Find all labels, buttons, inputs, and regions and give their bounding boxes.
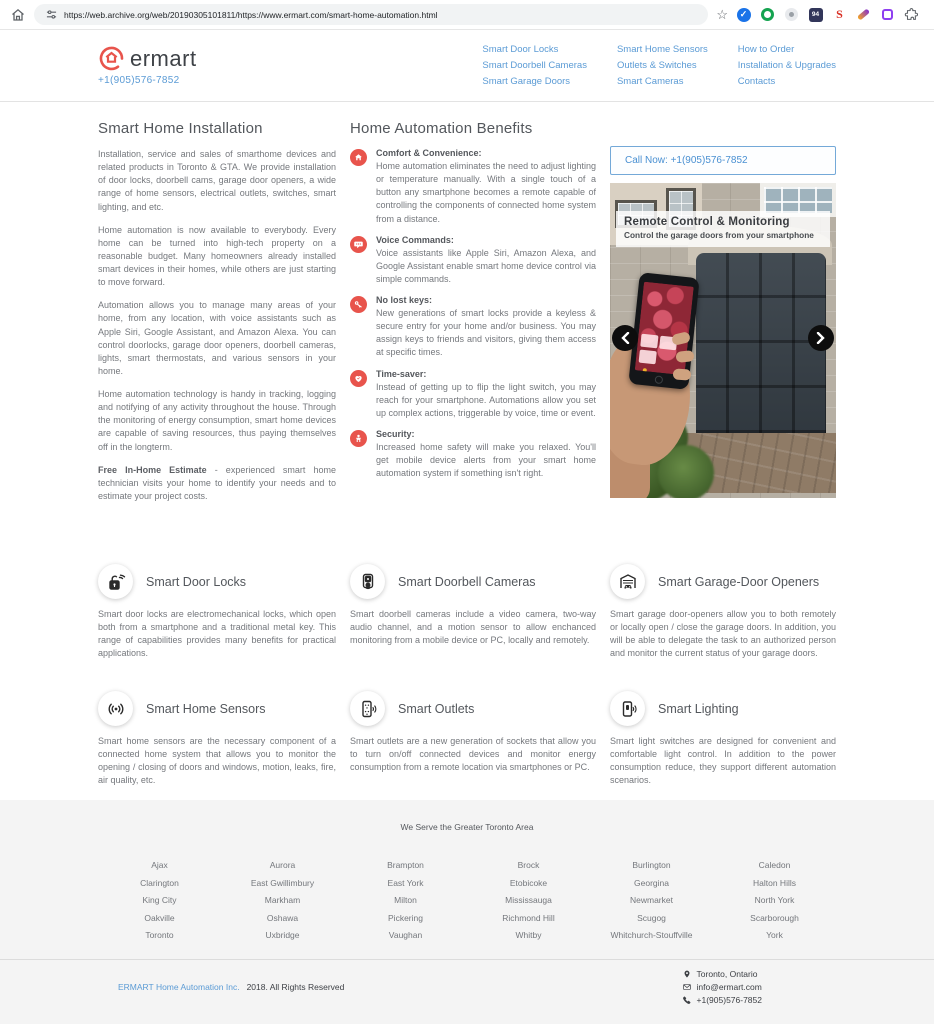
home-icon: [350, 149, 367, 166]
nav-smart-garage-doors[interactable]: Smart Garage Doors: [482, 75, 571, 87]
nav-how-to-order[interactable]: How to Order: [737, 43, 795, 55]
nav-smart-home-sensors[interactable]: Smart Home Sensors: [616, 43, 708, 55]
service-card-garage-openers: [610, 556, 836, 673]
intro-paragraph: Installation, service and sales of smarthome devices and related products in Toronto & GTA. We provide installation of door locks, doorbell cams, garage door openers, a wide range of home sensors, electrical outlets, switches, smart lighting, and etc.: [98, 149, 336, 212]
slide-caption: [616, 211, 830, 247]
footer-email: info@ermart.com: [683, 981, 762, 994]
service-card-door-locks: [98, 556, 336, 673]
nav-installation-upgrades[interactable]: Installation & Upgrades: [737, 59, 836, 71]
hand-graphic: [675, 350, 694, 363]
benefit-item: [350, 369, 596, 420]
service-area-title: We Serve the Greater Toronto Area: [400, 822, 534, 832]
nav-smart-door-locks[interactable]: Smart Door Locks: [482, 43, 559, 55]
city: Newmarket: [630, 895, 673, 905]
ermart-at-house-logo-icon: [98, 45, 125, 72]
garage-car-icon: [610, 564, 645, 599]
service-card-text: Smart door locks are electromechanical locks, which open both from a smartphone and a traditional metal key. This range of capabilities provides many benefits for practical applications.: [98, 609, 336, 659]
benefit-title: Comfort & Convenience:: [376, 148, 482, 158]
intro-paragraph: Home automation is now available to everybody. Every home can be turned into high-tech property on a reasonable budget. Many homeowners already installed smart devices in their homes, while others are just starting to move forward.: [98, 224, 336, 288]
city: Mississauga: [505, 895, 552, 905]
footer-location: Toronto, Ontario: [683, 968, 762, 981]
service-card-text: Smart doorbell cameras include a video camera, two-way audio channel, and a motion sensor to allow enchanced monitoring from a mobile device or PC, locally and remotely.: [350, 609, 596, 646]
logo[interactable]: [98, 45, 197, 72]
city: East York: [387, 877, 424, 888]
extensions-row: [736, 7, 924, 22]
city: Oshawa: [266, 912, 299, 923]
city: Caledon: [758, 860, 791, 870]
city: Pickering: [388, 912, 423, 923]
benefit-title: Voice Commands:: [376, 234, 454, 245]
lock-icon: [98, 564, 133, 599]
city: Uxbridge: [265, 930, 300, 940]
nav-contacts[interactable]: Contacts: [737, 75, 776, 87]
service-card-text: Smart light switches are designed for convenient and comfortable light control. In addition to the power consumption reduce, they support different automation scenarios.: [610, 736, 836, 786]
blue-check-extension-icon[interactable]: ✓: [736, 7, 751, 22]
intro-title: Smart Home Installation: [98, 120, 263, 137]
city: Clarington: [140, 877, 179, 888]
service-area-section: [0, 800, 934, 1024]
sidebar: [610, 112, 836, 552]
envelope-icon: [683, 983, 691, 991]
benefit-item: [350, 235, 596, 286]
header-phone-link[interactable]: +1(905)576-7852: [98, 75, 180, 86]
extensions-puzzle-icon[interactable]: [904, 8, 918, 22]
city: Vaughan: [388, 930, 423, 940]
service-card-doorbell-cameras: [350, 556, 596, 673]
city-column: [344, 857, 467, 945]
city: Brock: [517, 860, 540, 870]
carousel-prev-button[interactable]: [612, 325, 638, 351]
benefit-title: Security:: [376, 428, 415, 439]
light-switch-icon: [610, 691, 645, 726]
service-card-text: Smart home sensors are the necessary component of a connected home system that allows you to monitor the opening / closing of doors and windows, motion, leaks, fire, air quality, etc.: [98, 736, 336, 786]
benefit-item: [350, 295, 596, 360]
site-settings-icon[interactable]: [46, 9, 57, 20]
benefit-title: No lost keys:: [376, 295, 433, 305]
city: Toronto: [145, 930, 174, 940]
slide-subtitle: Control the garage doors from your smartphone: [624, 230, 814, 240]
city: North York: [754, 895, 795, 905]
service-card-title: Smart Outlets: [398, 701, 475, 716]
footer-contacts: [683, 968, 762, 1007]
city: King City: [142, 895, 177, 905]
rights-text: 2018. All Rights Reserved: [246, 981, 345, 992]
service-card-title: Smart Home Sensors: [146, 701, 266, 716]
benefit-item: [350, 429, 596, 480]
brand: [98, 45, 197, 86]
city-column: [467, 857, 590, 945]
green-ring-extension-icon[interactable]: [760, 7, 775, 22]
broadcast-icon: [98, 691, 133, 726]
city: Brampton: [387, 860, 424, 870]
service-card-title: Smart Door Locks: [146, 574, 247, 589]
city: Richmond Hill: [502, 912, 555, 923]
city: Georgina: [634, 877, 669, 888]
city: Whitby: [515, 930, 542, 940]
doorbell-camera-icon: [350, 564, 385, 599]
badge-94-extension-icon[interactable]: 94: [808, 7, 823, 22]
heart-icon: [350, 370, 367, 387]
city: Whitchurch-Stouffville: [610, 930, 693, 940]
pencil-extension-icon[interactable]: [856, 7, 871, 22]
phone-icon: [683, 996, 691, 1004]
city: Halton Hills: [753, 877, 796, 888]
benefits-section: [350, 112, 596, 552]
nav-smart-doorbell-cameras[interactable]: Smart Doorbell Cameras: [482, 59, 587, 71]
service-card-title: Smart Lighting: [658, 701, 739, 716]
browser-toolbar: [0, 0, 934, 30]
service-card-title: Smart Doorbell Cameras: [398, 574, 536, 589]
service-card-text: Smart garage door-openers allow you to both remotely or locally open / close the garage doors. In addition, you will be able to delegate the task to an authorized person and monitor the current status of your garage doors.: [610, 609, 836, 659]
city: Scugog: [637, 912, 666, 923]
city: Aurora: [269, 860, 296, 870]
city: Oakville: [144, 912, 175, 923]
benefit-text: New generations of smart locks provide a keyless & secure entry for your home and/or business. You may assign keys to friends and visitors, giving them access at specific times.: [376, 308, 596, 358]
intro-paragraph: Automation allows you to manage many areas of your home, from any location, with voice assistants such as Apple Siri, Google Assistant, and Amazon Alexa. You can control doorlocks, garage door openers, doorbell cameras, lights, smart thermostats, and various sensors in your home.: [98, 300, 336, 376]
benefit-title: Time-saver:: [376, 368, 427, 379]
person-icon: [350, 430, 367, 447]
slide-title: Remote Control & Monitoring: [624, 216, 790, 228]
city: East Gwillimbury: [250, 877, 315, 888]
free-estimate-paragraph: Free In-Home Estimate - experienced smart home technician visits your home to identify your needs and to estimate your project costs.: [98, 464, 336, 501]
city: Scarborough: [750, 912, 799, 923]
url-text: https://web.archive.org/web/20190305101811/https://www.ermart.com/smart-home-automation.html: [64, 9, 438, 20]
gray-dot-extension-icon[interactable]: [784, 7, 799, 22]
company-link[interactable]: ERMART Home Automation Inc.: [118, 981, 240, 992]
city: Burlington: [632, 860, 671, 870]
intro-paragraph: Home automation technology is handy in tracking, logging and notifying of any activity throughout the house. Through the monitoring of energy consumption, smart home devices are capable of saving resources, thus paying themselves off in the longterm.: [98, 389, 336, 452]
intro-section: [98, 112, 336, 552]
city-column: [713, 857, 836, 945]
carousel-next-button[interactable]: [808, 325, 834, 351]
hand-graphic: [673, 368, 692, 380]
service-card-text: Smart outlets are a new generation of sockets that allow you to turn on/off connected devices and monitor energy consumption from a remote location via smartphones or PC.: [350, 736, 596, 773]
main-nav: [482, 42, 836, 90]
service-card-home-sensors: [98, 683, 336, 800]
bookmark-star-icon[interactable]: ☆: [716, 7, 728, 22]
nav-column-products-1: [482, 42, 587, 90]
purple-square-extension-icon[interactable]: [880, 7, 895, 22]
benefit-text: Increased home safety will make you relaxed. You'll get mobile device alerts from your smart home automation system if something isn't right.: [376, 441, 596, 479]
service-card-outlets: [350, 683, 596, 800]
site-header: [0, 30, 934, 102]
home-icon[interactable]: [10, 7, 26, 23]
city: Etobicoke: [509, 877, 548, 888]
nav-outlets-switches[interactable]: Outlets & Switches: [616, 59, 697, 71]
service-card-title: Smart Garage-Door Openers: [658, 574, 820, 589]
address-bar[interactable]: [34, 4, 708, 25]
city: Markham: [264, 895, 301, 905]
outlet-icon: [350, 691, 385, 726]
city-column: [590, 857, 713, 945]
photo-carousel: [610, 183, 836, 498]
benefit-text: Instead of getting up to flip the light switch, you may reach for your smartphone. Automations allow you set up complex actions, triggerable by voice, time or event.: [376, 381, 596, 418]
benefit-item: [350, 148, 596, 226]
copyright: [118, 982, 344, 992]
site-footer: [0, 960, 934, 1007]
service-card-lighting: [610, 683, 836, 800]
garage-door-graphic: [696, 253, 826, 433]
nav-column-info: [738, 42, 836, 90]
key-icon: [350, 296, 367, 313]
benefit-text: Voice assistants like Apple Siri, Amazon Alexa, and Google Assistant enable smart home device control via simple commands.: [376, 247, 596, 284]
free-estimate-lead: Free In-Home Estimate: [98, 464, 207, 475]
red-s-extension-icon[interactable]: S: [836, 7, 843, 21]
chat-icon: [350, 236, 367, 253]
logo-text: ermart: [130, 45, 197, 71]
nav-smart-cameras[interactable]: Smart Cameras: [616, 75, 684, 87]
benefits-title: Home Automation Benefits: [350, 120, 533, 137]
city: Ajax: [151, 860, 168, 870]
main-content: [0, 102, 934, 552]
services-section: [0, 552, 934, 800]
city-grid: [98, 857, 836, 945]
location-pin-icon: [683, 970, 691, 978]
footer-phone: +1(905)576-7852: [683, 994, 762, 1007]
city-column: [98, 857, 221, 945]
nav-column-products-2: [617, 42, 708, 90]
city: York: [766, 930, 783, 940]
city: Milton: [394, 895, 417, 905]
benefit-text: Home automation eliminates the need to adjust lighting or temperature manually. With a single touch of a button any smartphone becomes a remote capable of controlling the components of connected home system from a distance.: [376, 161, 596, 224]
city-column: [221, 857, 344, 945]
call-now-button[interactable]: Call Now: +1(905)576-7852: [610, 146, 836, 175]
